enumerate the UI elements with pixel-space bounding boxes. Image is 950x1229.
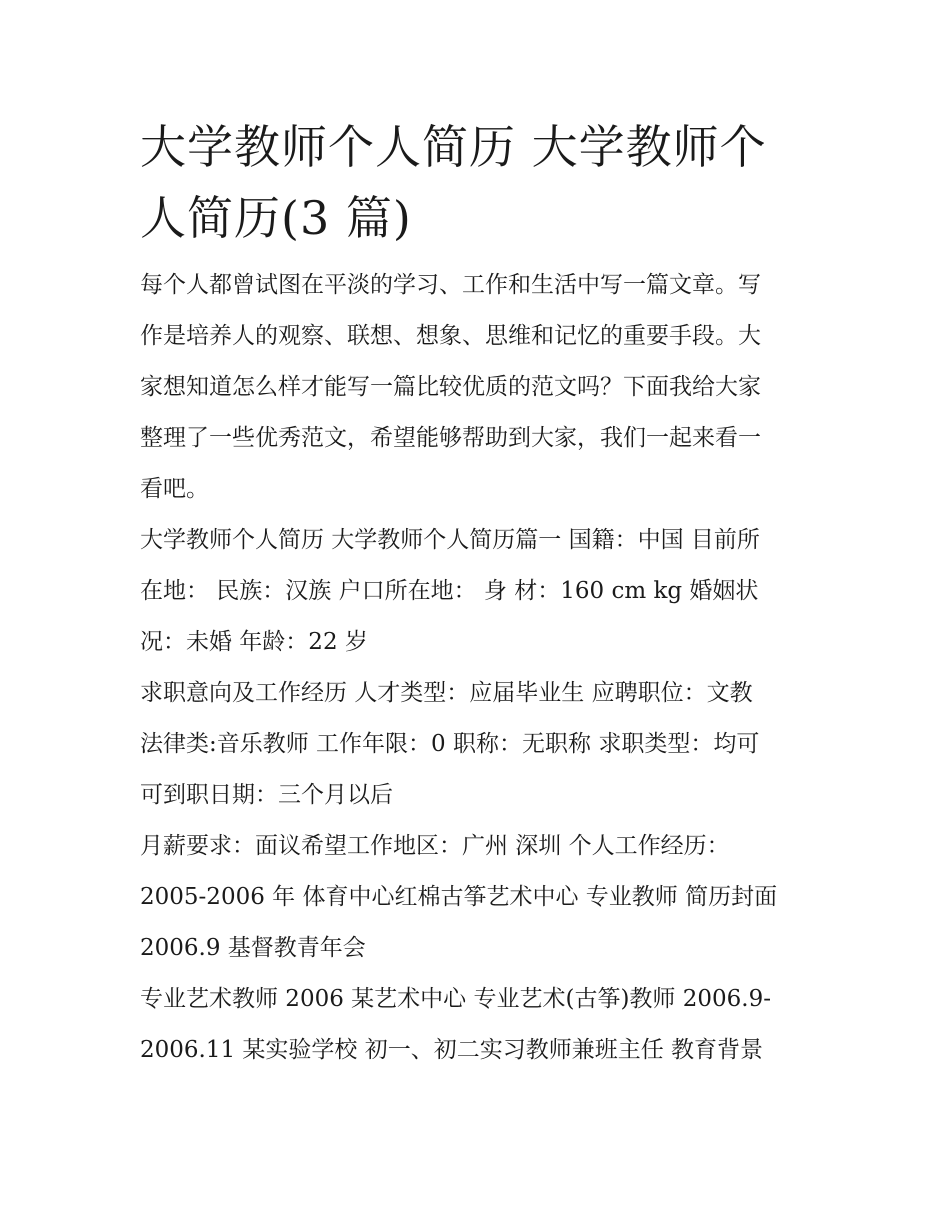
text-line: 大学教师个人简历 大学教师个人简历篇一 国籍：中国 目前所 bbox=[140, 527, 760, 553]
intro-paragraph bbox=[140, 260, 815, 515]
text-line: 求职意向及工作经历 人才类型：应届毕业生 应聘职位：文教 bbox=[140, 680, 753, 706]
text-line: 况：未婚 年龄：22 岁 bbox=[140, 629, 368, 655]
text-line: 2006.9 基督教青年会 bbox=[140, 935, 366, 961]
text-line: 法律类:音乐教师 工作年限：0 职称：无职称 求职类型：均可 bbox=[140, 731, 760, 757]
job-intention-paragraph bbox=[140, 668, 815, 821]
text-line: 可到职日期：三个月以后 bbox=[140, 782, 393, 808]
text-line: 家想知道怎么样才能写一篇比较优质的范文吗？下面我给大家 bbox=[140, 374, 761, 400]
text-line: 2006.11 某实验学校 初一、初二实习教师兼班主任 教育背景 bbox=[140, 1037, 764, 1063]
title-line: 人简历(3 篇) bbox=[140, 191, 412, 245]
text-line: 月薪要求：面议希望工作地区：广州 深圳 个人工作经历： bbox=[140, 833, 730, 859]
salary-experience-paragraph bbox=[140, 821, 815, 974]
text-line: 看吧。 bbox=[140, 476, 209, 502]
teaching-experience-paragraph bbox=[140, 974, 815, 1076]
text-line: 在地： 民族：汉族 户口所在地： 身 材：160 cm kg 婚姻状 bbox=[140, 578, 759, 604]
text-line: 每个人都曾试图在平淡的学习、工作和生活中写一篇文章。写 bbox=[140, 272, 761, 298]
document-body bbox=[140, 112, 815, 1076]
text-line: 作是培养人的观察、联想、想象、思维和记忆的重要手段。大 bbox=[140, 323, 761, 349]
personal-info-paragraph bbox=[140, 515, 815, 668]
title-line: 大学教师个人简历 大学教师个 bbox=[140, 120, 767, 174]
text-line: 专业艺术教师 2006 某艺术中心 专业艺术(古筝)教师 2006.9- bbox=[140, 986, 771, 1012]
text-line: 整理了一些优秀范文，希望能够帮助到大家，我们一起来看一 bbox=[140, 425, 761, 451]
document-title bbox=[140, 112, 815, 254]
text-line: 2005-2006 年 体育中心红棉古筝艺术中心 专业教师 简历封面 bbox=[140, 884, 778, 910]
